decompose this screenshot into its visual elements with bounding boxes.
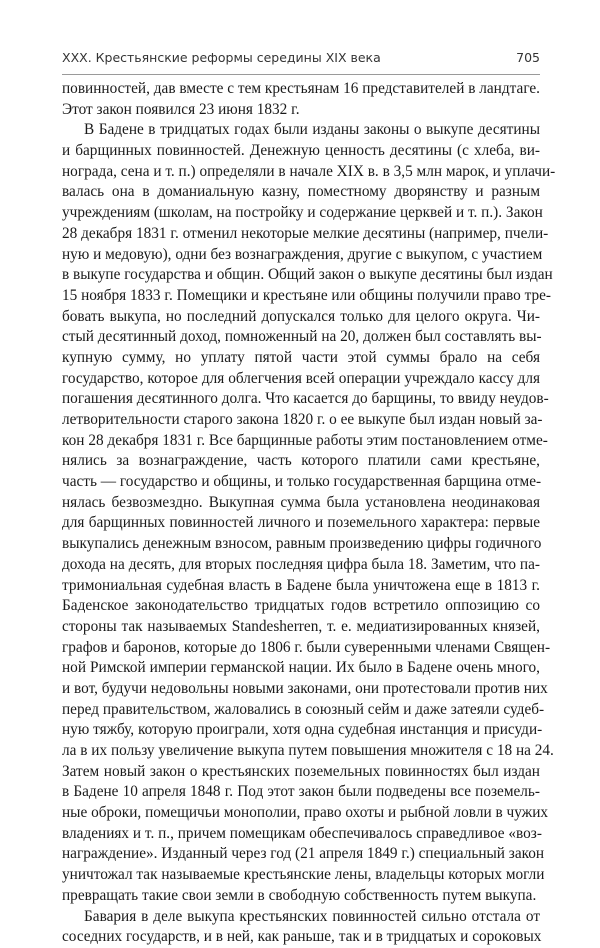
text-line: дохода на десять, для вторых последняя цифра была 18. Заметим, что па- [62, 555, 540, 573]
running-header [62, 50, 540, 70]
text-line: летворительности старого закона 1820 г. о ее выкупе был издан новый за- [62, 411, 543, 428]
text-line: 28 декабря 1831 г. отменил некоторые мелкие десятины (например, пчели- [62, 224, 549, 242]
text-line: нялась безвозмездно. Выкупная сумма была установлена неодинаковая [62, 493, 540, 511]
body-text [62, 79, 556, 948]
text-line: погашения десятинного долга. Что касается до барщины, то ввиду неудов- [62, 390, 549, 408]
text-line: перед правительством, жаловались в союзный сейм и даже затеяли судеб- [62, 700, 545, 718]
text-line: бовать выкупа, но последний допускался только для целого округа. Чи- [62, 307, 540, 325]
page-number: 705 [516, 50, 540, 65]
text-line: в Бадене 10 апреля 1848 г. Под этот закон были подведены все поземель- [62, 783, 540, 801]
text-line: нограда, сена и т. п.) определяли в начале XIX в. в 3,5 млн марок, и уплачи- [62, 162, 556, 180]
paragraph [62, 79, 540, 120]
text-line: повинностей, дав вместе с тем крестьянам 16 представителей в ландтаге. [62, 80, 540, 97]
text-line: награждение». Изданный через год (21 апреля 1849 г.) специальный закон [62, 845, 545, 863]
text-line: валась она в доманиальную казну, поместному дворянству и разным [62, 183, 540, 201]
text-line: и барщинных повинностей. Денежную ценность десятины (с хлеба, ви- [62, 142, 540, 160]
text-line: купную сумму, но уплату пятой части этой суммы брало на себя [62, 348, 540, 366]
text-line: государство, которое для облегчения всей операции учреждало кассу для [62, 369, 540, 387]
text-line: ла в их пользу увеличение выкупа путем повышения множителя с 18 на 24. [62, 742, 554, 759]
text-line: стороны так называемых Standesherren, т. е. медиатизированных князей, [62, 617, 540, 635]
text-line: ную тяжбу, которую проиграли, хотя одна судебная инстанция и присуди- [62, 721, 543, 739]
text-line: в выкупе государства и общин. Общий закон о выкупе десятины был издан [62, 266, 553, 284]
text-line: выкупались денежным взносом, равным произведению цифры годичного [62, 535, 542, 553]
paragraph [62, 907, 540, 948]
text-line: Бавария в деле выкупа крестьянских повинностей сильно отстала от [84, 907, 540, 925]
text-line: 15 ноября 1833 г. Помещики и крестьяне или общины получили право тре- [62, 286, 552, 304]
text-line: ной Римской империи германской нации. Их было в Бадене очень много, [62, 659, 540, 677]
text-line: графов и баронов, которые до 1806 г. были суверенными членами Священ- [62, 638, 551, 656]
text-line: тримониальная судебная власть в Бадене была уничтожена еще в 1813 г. [62, 576, 540, 594]
text-line: Баденское законодательство тридцатых годов встретило оппозицию со [62, 597, 540, 615]
text-line: уничтожал так называемые крестьянские лены, владельцы которых могли [62, 866, 545, 884]
text-line: и вот, будучи недовольны новыми законами, они протестовали против них [62, 679, 548, 697]
text-line: кон 28 декабря 1831 г. Все барщинные работы этим постановлением отме- [62, 431, 548, 449]
text-line: нялись за вознаграждение, часть которого платили сами крестьяне, [62, 452, 540, 470]
paragraph [62, 120, 556, 906]
text-line: соседних государств, и в ней, как раньше, так и в тридцатых и сороковых [62, 928, 542, 946]
text-line: В Бадене в тридцатых годах были изданы законы о выкупе десятины [84, 121, 540, 139]
text-line: ные оброки, помещичьи монополии, право охоты и рыбной ловли в чужих [62, 804, 549, 822]
text-line: часть — государство и общины, и только государственная барщина отме- [62, 473, 542, 491]
header-divider [62, 74, 540, 75]
text-line: для барщинных повинностей личного и поземельного характера: первые [62, 514, 540, 532]
text-line: владениях и т. п., причем помещикам обеспечивалось справедливое «воз- [62, 824, 542, 842]
text-line: Затем новый закон о крестьянских поземельных повинностях был издан [62, 762, 540, 780]
text-line: превращать такие свои земли в свободную собственность путем выкупа. [62, 886, 537, 904]
text-line: учреждениям (школам, на постройку и содержание церквей и т. п.). Закон [62, 204, 543, 222]
text-line: стый десятинный доход, помноженный на 20, должен был составлять вы- [62, 328, 542, 346]
running-title: XXX. Крестьянские реформы середины XIX века [62, 50, 381, 65]
text-line: Этот закон появился 23 июня 1832 г. [62, 100, 300, 118]
text-line: ную и медовую), одни без вознаграждения, другие с выкупом, с участием [62, 245, 543, 263]
